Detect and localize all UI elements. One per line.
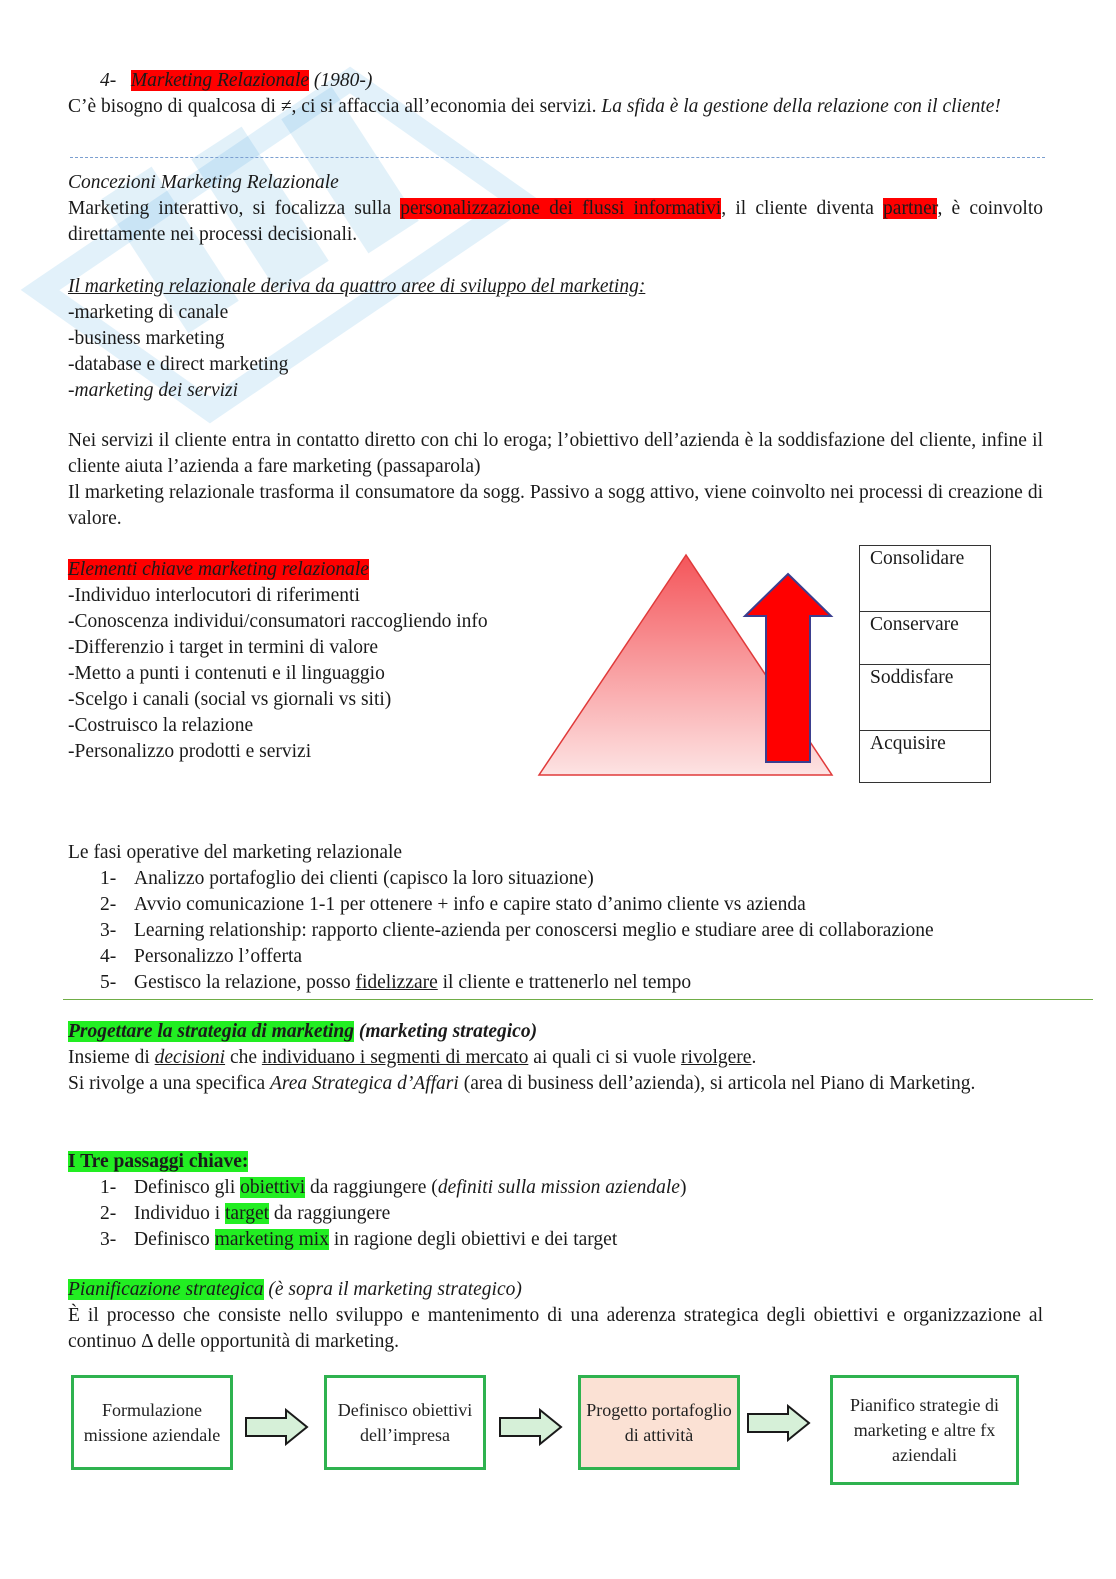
text: Insieme di [68,1047,150,1068]
pianificazione-subtitle: (è sopra il marketing strategico) [268,1279,522,1300]
numbered-item [68,970,1068,996]
pianificazione-title: Pianificazione strategica [68,1279,264,1300]
concezioni-text-1: Marketing interattivo, si focalizza sulla [68,198,392,219]
concezioni-block [68,170,1043,248]
concezioni-title: Concezioni Marketing Relazionale [68,172,339,193]
item-text: Gestisco la relazione, posso [134,972,351,993]
list-item: -Personalizzo prodotti e servizi [68,741,312,762]
dashed-divider [70,157,1045,158]
flow-arrow-icon [746,1404,812,1442]
list-item: -Conoscenza individui/consumatori raccogliendo info [68,611,488,632]
section-period: (1980-) [313,70,373,91]
list-item: -business marketing [68,328,225,349]
text: Definisco [134,1229,210,1250]
fasi-block [68,840,1068,996]
numbered-item [68,1175,1043,1201]
section4-paragraph [68,94,1043,120]
text: (area di business dell’azienda), si articola nel Piano di Marketing. [463,1073,976,1094]
list-item: -Differenzio i target in termini di valore [68,637,379,658]
text: che [229,1047,257,1068]
elementi-block [68,557,568,765]
highlight-target: target [225,1203,270,1224]
text: Definisco gli [134,1177,236,1198]
strategia-block [68,1019,1043,1097]
servizi-paragraph-1: Nei servizi il cliente entra in contatto diretto con chi lo eroga; l’obiettivo dell’azienda è la soddisfazione del cliente, infine il cliente aiuta l’azienda a fare marketing (passaparola) [68,430,1043,477]
text: da raggiungere ( [310,1177,438,1198]
underlined-text: fidelizzare [355,972,438,993]
stack-box-soddisfare [859,664,991,731]
highlight-partner: partner [883,198,938,219]
item-number: 5- [100,972,117,993]
text: ai quali ci si vuole [533,1047,677,1068]
pyramid-diagram [535,550,840,782]
section4-italic-text: La sfida è la gestione della relazione con il cliente! [601,96,1001,117]
stack-box-acquisire [859,730,991,783]
flow-label: Formulazione missione aziendale [83,1399,221,1445]
item-number: 1- [100,1177,117,1198]
flow-label: Progetto portafoglio di attività [586,1399,732,1445]
flow-box-missione [71,1375,233,1470]
green-divider [63,999,1093,1000]
stack-box-conservare [859,611,991,665]
servizi-block [68,428,1043,532]
stack-label: Soddisfare [870,667,954,688]
stack-box-consolidare [859,545,991,612]
item-text: il cliente e trattenerlo nel tempo [442,972,692,993]
item-number: 3- [100,920,117,941]
numbered-item [68,944,1068,970]
item-text: Learning relationship: rapporto cliente-azienda per conoscersi meglio e studiare aree di collaborazione [134,920,934,941]
passaggi-block [68,1149,1043,1253]
passaggi-title: I Tre passaggi chiave: [68,1151,249,1172]
section-number: 4- [100,70,117,91]
list-item: -Scelgo i canali (social vs giornali vs siti) [68,689,392,710]
pianificazione-paragraph: È il processo che consiste nello sviluppo e mantenimento di una aderenza strategica degli obiettivi e organizzazione al continuo Δ delle opportunità di marketing. [68,1305,1043,1352]
highlight-obiettivi: obiettivi [240,1177,306,1198]
aree-block [68,274,1043,404]
text: Individuo i [134,1203,221,1224]
text: in ragione degli obiettivi e dei target [333,1229,618,1250]
item-number: 2- [100,894,117,915]
stack-label: Consolidare [870,548,965,569]
strategia-line-1 [68,1045,1043,1071]
numbered-item [68,866,1068,892]
italic-text: definiti sulla mission aziendale [437,1177,680,1198]
flow-label: Pianifico strategie di marketing e altre fx aziendali [850,1394,999,1465]
numbered-item [68,1201,1043,1227]
list-item: -marketing di canale [68,302,229,323]
flow-box-portafoglio [578,1375,740,1470]
item-text: Analizzo portafoglio dei clienti (capisco la loro situazione) [134,868,594,889]
stack-label: Acquisire [870,733,946,754]
numbered-item [68,1227,1043,1253]
item-number: 1- [100,868,117,889]
underlined-text: rivolgere [681,1047,752,1068]
section4-heading [68,68,1043,94]
pianificazione-block [68,1277,1043,1355]
section-title: Marketing Relazionale [130,70,310,91]
concezioni-text-2: , il cliente diventa [721,198,874,219]
item-number: 2- [100,1203,117,1224]
aree-heading: Il marketing relazionale deriva da quattro aree di sviluppo del marketing: [68,276,646,297]
flow-arrow-icon [244,1408,310,1446]
italic-text: Area Strategica d’Affari [269,1073,459,1094]
stack-label: Conservare [870,614,959,635]
underlined-text: individuano i segmenti di mercato [261,1047,529,1068]
flow-label: Definisco obiettivi dell’impresa [337,1399,473,1445]
highlight-personalizzazione: personalizzazione dei flussi informativi [400,198,722,219]
item-text: Personalizzo l’offerta [134,946,303,967]
item-number: 3- [100,1229,117,1250]
list-item: -Costruisco la relazione [68,715,254,736]
section4-text: C’è bisogno di qualcosa di ≠, ci si affaccia all’economia dei servizi. [68,96,597,117]
underlined-text: decisioni [154,1047,226,1068]
flow-arrow-icon [498,1408,564,1446]
list-item: -database e direct marketing [68,354,289,375]
concezioni-paragraph [68,196,1043,248]
flow-box-obiettivi [324,1375,486,1470]
servizi-paragraph-2: Il marketing relazionale trasforma il consumatore da sogg. Passivo a sogg attivo, viene coinvolto nei processi di creazione di valore. [68,482,1043,529]
item-number: 4- [100,946,117,967]
section4 [68,68,1043,120]
text: da raggiungere [273,1203,391,1224]
elementi-title: Elementi chiave marketing relazionale [68,559,369,580]
highlight-marketing-mix: marketing mix [214,1229,329,1250]
concezioni-text-3: , è coinvolto direttamente nei processi decisionali. [68,198,1044,245]
list-item: -Metto a punti i contenuti e il linguaggio [68,663,385,684]
text: ) [679,1177,687,1198]
fasi-title: Le fasi operative del marketing relazionale [68,842,403,863]
item-text: Avvio comunicazione 1-1 per ottenere + info e capire stato d’animo cliente vs azienda [134,894,806,915]
strategia-subtitle: (marketing strategico) [358,1021,538,1042]
flow-box-pianifico [830,1375,1019,1485]
strategia-line-2 [68,1071,1043,1097]
text: Si rivolge a una specifica [68,1073,266,1094]
list-item: -Individuo interlocutori di riferimenti [68,585,360,606]
numbered-item [68,892,1068,918]
strategia-title: Progettare la strategia di marketing [68,1021,354,1042]
text: . [751,1047,757,1068]
numbered-item [68,918,1068,944]
list-item: -marketing dei servizi [68,380,239,401]
